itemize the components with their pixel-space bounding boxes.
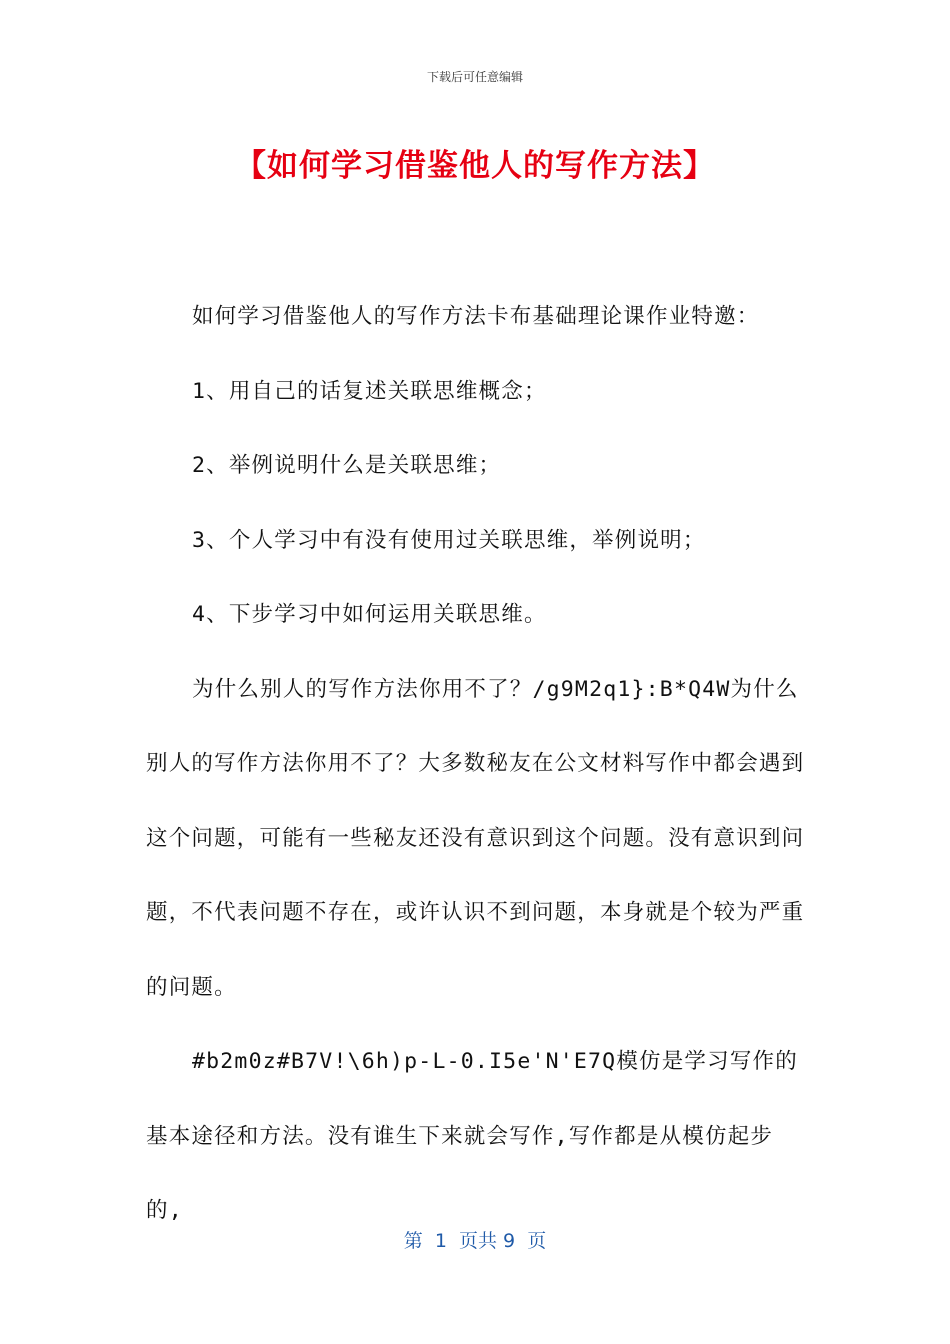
page-number-footer: 第 1 页共 9 页 bbox=[403, 1230, 547, 1252]
header-note: 下载后可任意编辑 bbox=[426, 70, 523, 84]
list-item-2: 2、举例说明什么是关联思维； bbox=[192, 453, 502, 478]
paragraph-intro: 如何学习借鉴他人的写作方法卡布基础理论课作业特邀： bbox=[192, 304, 760, 329]
list-item-3: 3、个人学习中有没有使用过关联思维，举例说明； bbox=[192, 527, 706, 553]
list-item-4: 4、下步学习中如何运用关联思维。 bbox=[192, 602, 547, 627]
document-title: 【如何学习借鉴他人的写作方法】 bbox=[235, 148, 715, 184]
paragraph-imitation: #b2m0z#B7V!\6h)p-L-0.I5e'N'E7Q模仿是学习写作的基本途径和方法。没有谁生下来就会写作,写作都是从模仿起步的, bbox=[146, 1049, 798, 1223]
list-item-1: 1、用自己的话复述关联思维概念； bbox=[192, 378, 547, 404]
paragraph-why: 为什么别人的写作方法你用不了？/g9M2q1}:B*Q4W为什么别人的写作方法你用不了？大多数秘友在公文材料写作中都会遇到这个问题，可能有一些秘友还没有意识到这个问题。没有意识到问题，不代表问题不存在，或许认识不到问题，本身就是个较为严重的问题。 bbox=[146, 676, 805, 1000]
document-body bbox=[146, 280, 806, 1249]
